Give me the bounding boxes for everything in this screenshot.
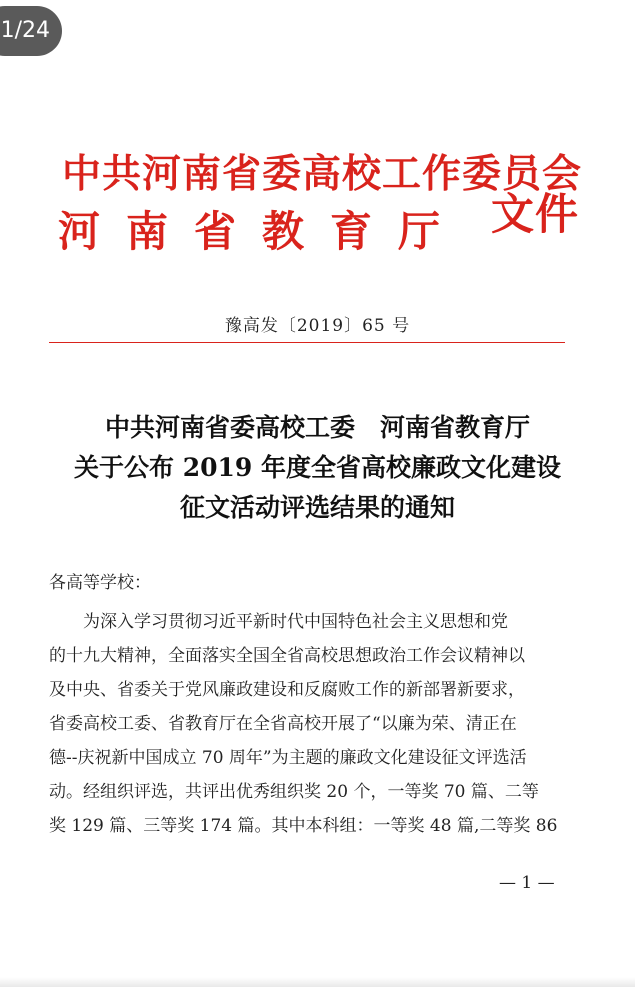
body-line: 省委高校工委、省教育厅在全省高校开展了“以廉为荣、清正在	[49, 714, 517, 734]
document-number: 豫高发〔2019〕65 号	[224, 316, 411, 336]
page-indicator[interactable]: 1/24	[0, 6, 62, 56]
body-line: 动。经组织评选，共评出优秀组织奖 20 个，一等奖 70 篇、二等	[49, 782, 539, 802]
document-title	[0, 408, 635, 528]
title-line: 关于公布 2019 年度全省高校廉政文化建设	[74, 453, 561, 482]
body-line: 奖 129 篇、三等奖 174 篇。其中本科组：一等奖 48 篇,二等奖 86	[49, 816, 558, 836]
title-line: 中共河南省委高校工委 河南省教育厅	[104, 413, 530, 442]
body-line: 为深入学习贯彻习近平新时代中国特色社会主义思想和党	[83, 612, 508, 632]
red-divider	[49, 342, 565, 343]
salutation: 各高等学校：	[49, 573, 151, 593]
body-paragraph	[49, 605, 565, 843]
document-type-label: 文件	[491, 190, 579, 240]
body-line: 及中央、省委关于党风廉政建设和反腐败工作的新部署新要求，	[49, 680, 525, 700]
body-line: 德--庆祝新中国成立 70 周年”为主题的廉政文化建设征文评选活	[49, 748, 527, 768]
issuing-org-line-2: 河南省教育厅	[58, 207, 467, 256]
title-line: 征文活动评选结果的通知	[179, 493, 455, 522]
issuing-org-line-1: 中共河南省委高校工作委员会	[62, 151, 583, 197]
page-number: — 1 —	[499, 873, 555, 893]
page-bottom-edge	[0, 977, 635, 987]
body-line: 的十九大精神，全面落实全国全省高校思想政治工作会议精神以	[49, 646, 525, 666]
